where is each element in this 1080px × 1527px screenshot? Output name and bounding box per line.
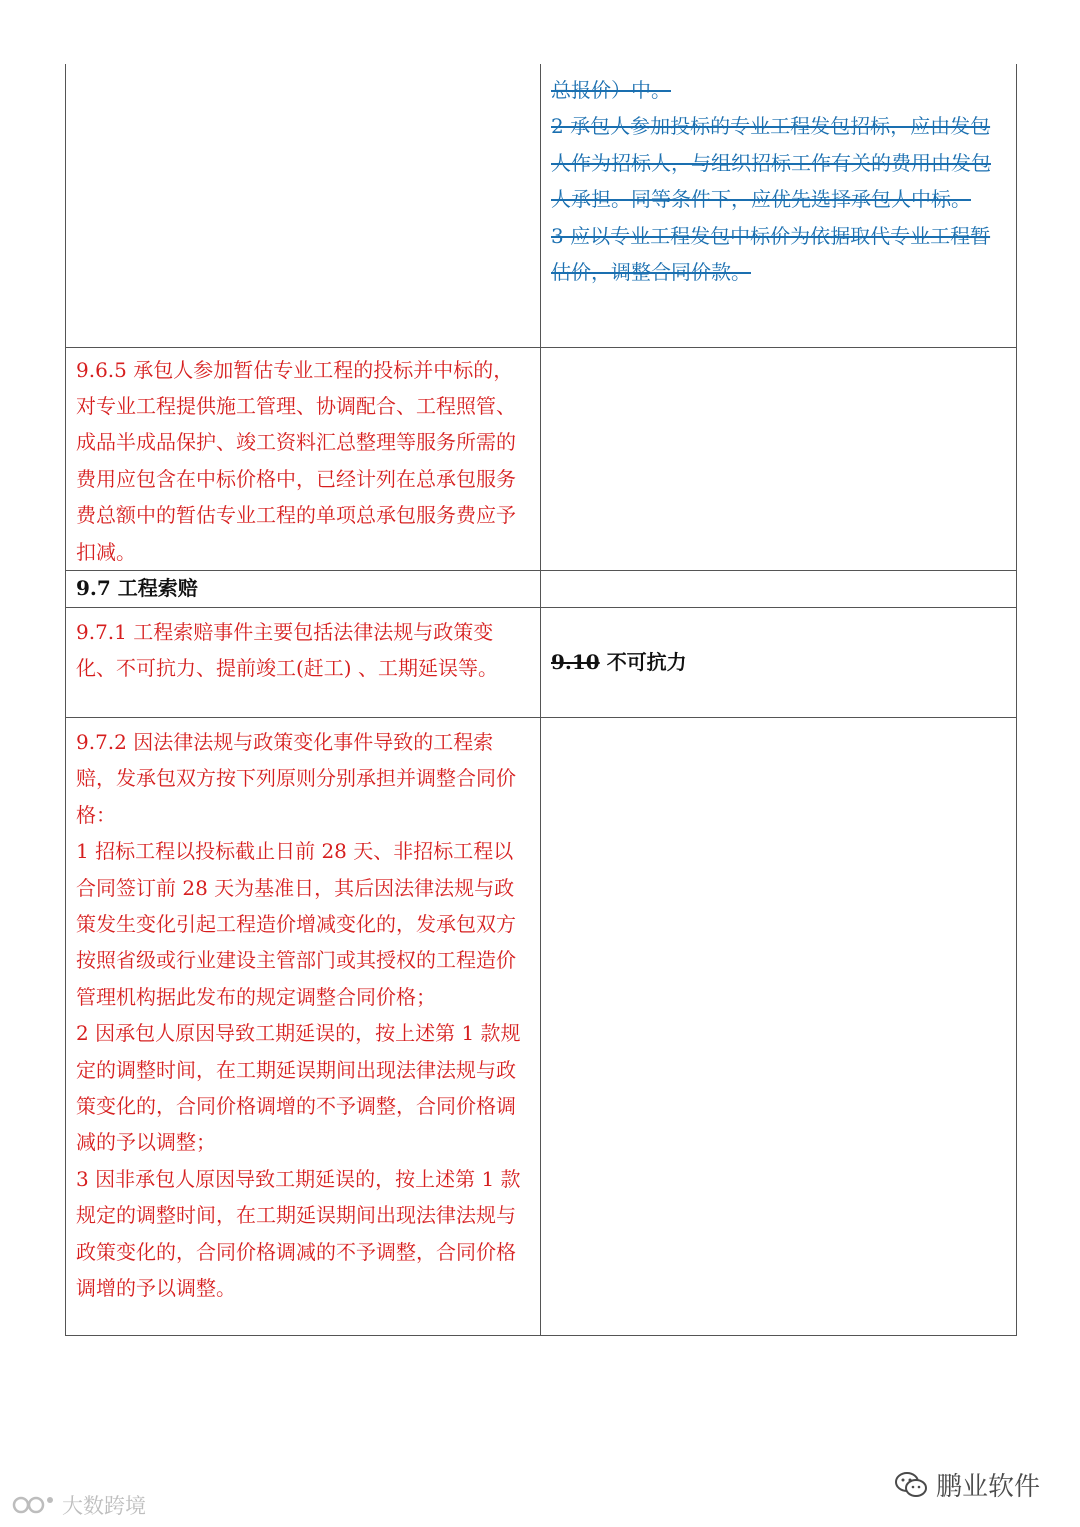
row2-right-cell bbox=[541, 347, 1017, 570]
row5-left-cell bbox=[66, 717, 541, 1335]
watermark-right bbox=[894, 1466, 1040, 1503]
table-row bbox=[66, 717, 1017, 1335]
row2-left-cell bbox=[66, 347, 541, 570]
row3-left-cell bbox=[66, 570, 541, 607]
row4-left-cell bbox=[66, 607, 541, 717]
watermark-right-text: 鹏业软件 bbox=[936, 1472, 1041, 1502]
deleted-text-line: 2 承包人参加投标的专业工程发包招标，应由发包人作为招标人，与组织招标工作有关的费用由发包人承担。同等条件下，应优先选择承包人中标。 bbox=[551, 114, 991, 212]
brand-logo-icon bbox=[12, 1494, 56, 1516]
section-heading-9-7: 9.7 工程索赔 bbox=[76, 575, 198, 600]
clause-9-6-5-text: 9.6.5 承包人参加暂估专业工程的投标并中标的，对专业工程提供施工管理、协调配合、工程照管、成品半成品保护、竣工资料汇总整理等服务所需的费用应包含在中标价格中，已经计列在总承包服务费总额中的暂估专业工程的单项总承包服务费应予扣减。 bbox=[76, 357, 516, 564]
deleted-section-heading bbox=[551, 644, 1006, 680]
watermark-left-text: 大数跨境 bbox=[62, 1494, 146, 1518]
watermark-left bbox=[12, 1490, 146, 1520]
deleted-text-line: 3 应以专业工程发包中标价为依据取代专业工程暂估价，调整合同价款。 bbox=[551, 223, 991, 285]
section-number: 9.10 bbox=[551, 650, 600, 675]
row4-right-cell bbox=[541, 607, 1017, 717]
wechat-icon bbox=[894, 1471, 928, 1499]
clause-9-7-2-text: 9.7.2 因法律法规与政策变化事件导致的工程索赔，发承包双方按下列原则分别承担并调整合同价格： bbox=[76, 729, 516, 827]
table-row bbox=[66, 570, 1017, 607]
table-row bbox=[66, 607, 1017, 717]
clause-9-7-2-item: 3 因非承包人原因导致工期延误的，按上述第 1 款规定的调整时间，在工期延误期间出现法律法规与政策变化的，合同价格调减的不予调整，合同价格调增的予以调整。 bbox=[76, 1166, 521, 1301]
row1-right-cell bbox=[541, 64, 1017, 347]
deleted-text-line: 总报价）中。 bbox=[551, 78, 671, 102]
table-row bbox=[66, 64, 1017, 347]
row5-right-cell bbox=[541, 717, 1017, 1335]
row1-left-cell bbox=[66, 64, 541, 347]
clause-9-7-1-text: 9.7.1 工程索赔事件主要包括法律法规与政策变化、不可抗力、提前竣工(赶工) 、工期延误等。 bbox=[76, 619, 498, 681]
comparison-table bbox=[65, 64, 1017, 1336]
row3-right-cell bbox=[541, 570, 1017, 607]
table-row bbox=[66, 347, 1017, 570]
section-title: 不可抗力 bbox=[606, 650, 687, 675]
clause-9-7-2-item: 1 招标工程以投标截止日前 28 天、非招标工程以合同签订前 28 天为基准日，其后因法律法规与政策发生变化引起工程造价增减变化的，发承包双方按照省级或行业建设主管部门或其授权的工程造价管理机构据此发布的规定调整合同价格； bbox=[76, 839, 516, 1009]
clause-9-7-2-item: 2 因承包人原因导致工期延误的，按上述第 1 款规定的调整时间，在工期延误期间出现法律法规与政策变化的，合同价格调增的不予调整，合同价格调减的予以调整； bbox=[76, 1021, 521, 1155]
